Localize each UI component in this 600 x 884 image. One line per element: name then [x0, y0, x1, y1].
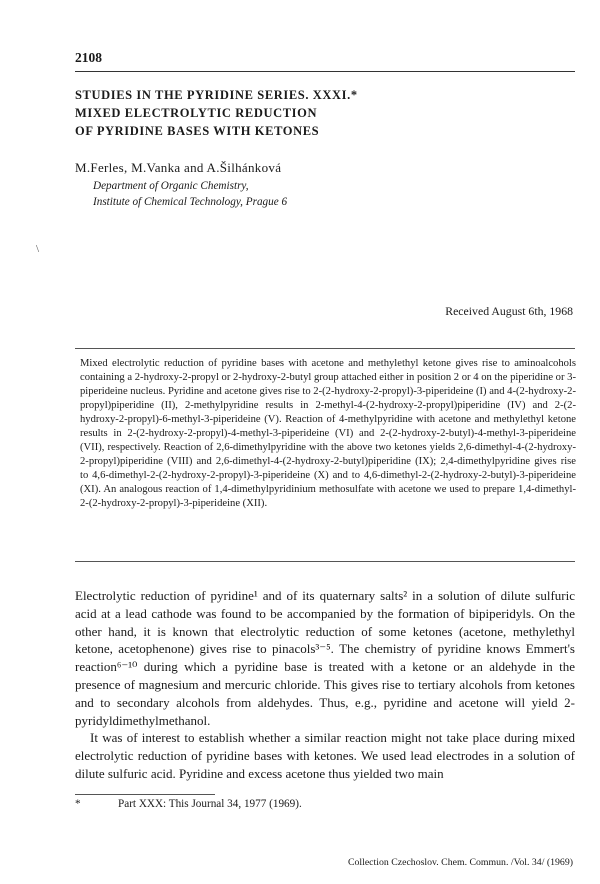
footnote-text: Part XXX: This Journal 34, 1977 (1969).: [118, 798, 302, 810]
title-line-1: STUDIES IN THE PYRIDINE SERIES. XXXI.*: [75, 88, 358, 102]
affiliation-line-1: Department of Organic Chemistry,: [93, 180, 249, 192]
page-number: 2108: [75, 50, 102, 65]
abstract: Mixed electrolytic reduction of pyridine bases with acetone and methylethyl ketone gives rise to aminoalcohols containing a 2-hydroxy-2-propyl or 2-hydroxy-2-butyl group attached either in position 2 or 4 on the piperidine or 3-piperideine nucleus. Pyridine and acetone gives rise to 2-(2-hydroxy-2-propyl)-3-piperideine (I) and 4-(2-hydroxy-2-propyl)piperidine (II), 2-methylpyridine results in 2-methyl-4-(2-hydroxy-2-propyl)piperidine (IV) and 2-(2-hydroxy-2-propyl)-6-methyl-3-piperideine (V). Reaction of 4-methylpyridine with acetone and methylethyl ketone results in 2-(2-hydroxy-2-propyl)-4-methyl-3-piperideine (VI) and 2-(2-hydroxy-2-butyl)-4-methyl-3-piperideine (VII), respectively. Reaction of 2,6-dimethylpyridine with the above two ketones yields 2,6-dimethyl-4-(2-hydroxy-2-propyl)piperidine (VIII) and 2,6-dimethyl-4-(2-hydroxy-2-butyl)piperidine (IX); 2,4-dimethylpyridine gives rise to 4,6-dimethyl-2-(2-hydroxy-2-propyl)-3-piperideine (X) and to 4,6-dimethyl-2-(2-hydroxy-2-butyl)-3-piperideine (XI). An analogous reaction of 1,4-dimethylpyridinium methosulfate with acetone we used to prepare 1,4-dimethyl-2-(2-hydroxy-2-propyl)-3-piperideine (XII).: [80, 358, 576, 509]
body-paragraph-2: It was of interest to establish whether a similar reaction might not take place during mixed electrolytic reduction of pyridine bases with ketones. We used lead electrodes in a solution of dilute sulfuric acid. Pyridine and excess acetone thus yielded two main: [75, 730, 575, 781]
footnote-mark: *: [75, 798, 81, 810]
authors: M.Ferles, M.Vanka and A.Šilhánková: [75, 160, 282, 175]
title-line-2: MIXED ELECTROLYTIC REDUCTION: [75, 106, 318, 120]
footnote: [75, 798, 302, 810]
title-line-3: OF PYRIDINE BASES WITH KETONES: [75, 124, 320, 138]
journal-reference: Collection Czechoslov. Chem. Commun. /Vol. 34/ (1969): [347, 857, 573, 868]
affiliation-line-2: Institute of Chemical Technology, Prague 6: [93, 196, 288, 208]
body-text: [75, 587, 575, 783]
stray-mark: \: [36, 243, 40, 255]
footnote-rule: [75, 794, 215, 795]
abstract-bottom-rule: [75, 561, 575, 562]
received-date: Received August 6th, 1968: [445, 304, 573, 318]
abstract-top-rule: [75, 348, 575, 349]
header-rule: [75, 71, 575, 72]
body-paragraph-1: Electrolytic reduction of pyridine¹ and of its quaternary salts² in a solution of dilute sulfuric acid at a lead cathode was found to be accompanied by the formation of bipiperidyls. On the other hand, it is known that electrolytic reduction of some ketones (acetone, methylethyl ketone, acetophenone) gives rise to pinacols³⁻⁵. The chemistry of pyridine knows Emmert's reaction⁶⁻¹⁰ during which a pyridine base is treated with a ketone or an aldehyde in the presence of magnesium and mercuric chloride. This gives rise to tertiary alcohols from ketones and to secondary alcohols from aldehydes. Thus, e.g., pyridine and acetone will yield 2-pyridyldimethylmethanol.: [75, 588, 575, 728]
